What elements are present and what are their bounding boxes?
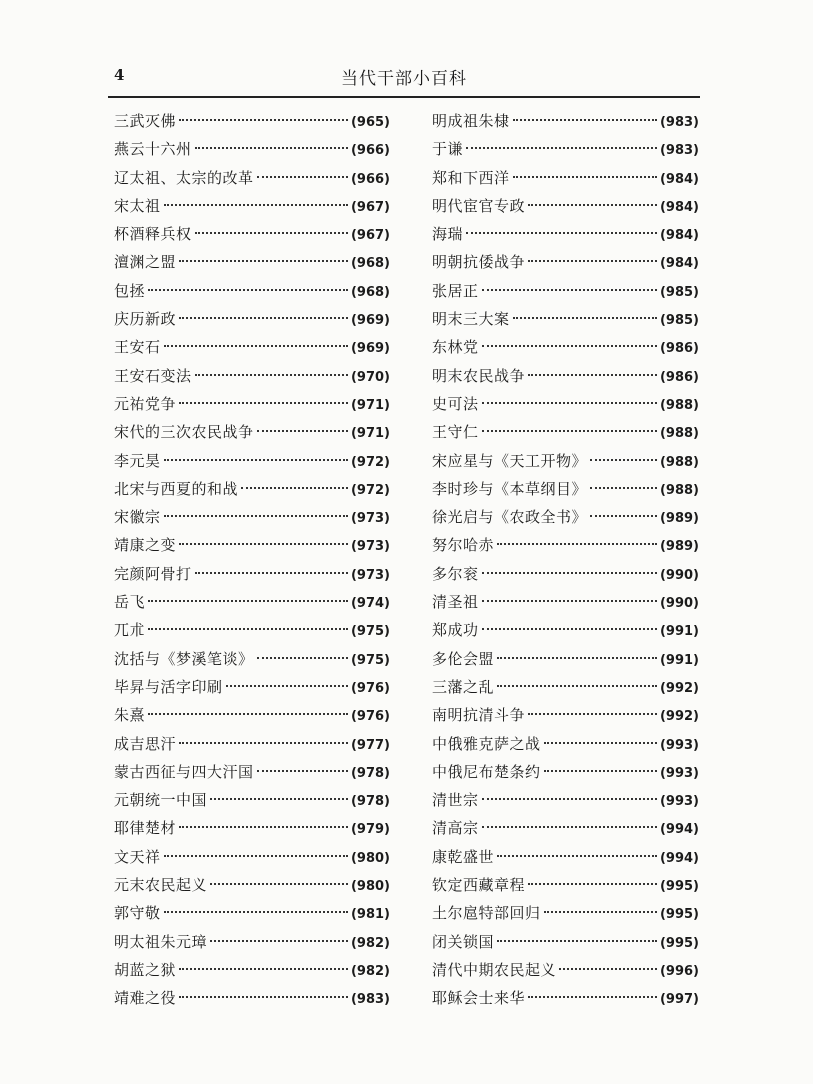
toc-entry	[432, 362, 699, 390]
toc-entry-title: 明末农民战争	[432, 366, 526, 385]
toc-entry	[432, 588, 699, 616]
toc-entry-title: 耶稣会士来华	[432, 989, 526, 1008]
toc-entry	[114, 305, 390, 333]
toc-entry	[114, 390, 390, 418]
dot-leader	[482, 600, 657, 602]
dot-leader	[241, 487, 348, 489]
toc-entry-page: (984)	[659, 228, 699, 244]
toc-entry-page: (979)	[350, 822, 390, 838]
dot-leader	[590, 515, 657, 517]
dot-leader	[226, 685, 348, 687]
toc-entry-page: (986)	[659, 369, 699, 385]
dot-leader	[497, 685, 657, 687]
dot-leader	[179, 260, 348, 262]
toc-entry-page: (980)	[350, 850, 390, 866]
toc-entry	[114, 928, 390, 956]
toc-entry-page: (994)	[659, 850, 699, 866]
toc-entry-page: (991)	[659, 624, 699, 640]
toc-entry-page: (995)	[659, 935, 699, 951]
toc-entry	[114, 418, 390, 446]
dot-leader	[148, 600, 348, 602]
toc-entry	[114, 220, 390, 248]
toc-entry-page: (984)	[659, 171, 699, 187]
toc-entry	[114, 786, 390, 814]
toc-entry	[432, 531, 699, 559]
toc-entry	[114, 164, 390, 192]
toc-entry-title: 王安石	[114, 338, 161, 357]
toc-entry	[114, 192, 390, 220]
toc-entry	[114, 560, 390, 588]
toc-entry	[114, 730, 390, 758]
toc-entry-page: (971)	[350, 426, 390, 442]
dot-leader	[482, 826, 657, 828]
toc-entry	[114, 984, 390, 1012]
toc-entry	[114, 503, 390, 531]
toc-entry-page: (992)	[659, 680, 699, 696]
dot-leader	[482, 628, 657, 630]
toc-entry-title: 成吉思汗	[114, 734, 177, 753]
dot-leader	[544, 911, 657, 913]
dot-leader	[482, 345, 657, 347]
toc-entry	[432, 560, 699, 588]
dot-leader	[164, 911, 348, 913]
toc-entry-page: (974)	[350, 596, 390, 612]
toc-entry	[114, 107, 390, 135]
dot-leader	[559, 968, 657, 970]
toc-entry-page: (970)	[350, 369, 390, 385]
toc-entry-page: (968)	[350, 256, 390, 272]
toc-entry-title: 三藩之乱	[432, 677, 495, 696]
toc-entry-title: 钦定西藏章程	[432, 876, 526, 895]
toc-entry-title: 于谦	[432, 140, 464, 159]
dot-leader	[179, 119, 348, 121]
toc-entry-page: (996)	[659, 963, 699, 979]
dot-leader	[482, 798, 657, 800]
dot-leader	[544, 770, 657, 772]
toc-entry-title: 中俄雅克萨之战	[432, 734, 541, 753]
page-header	[108, 60, 700, 98]
toc-entry-page: (973)	[350, 511, 390, 527]
toc-entry	[432, 390, 699, 418]
toc-entry	[432, 248, 699, 276]
toc-entry-title: 澶渊之盟	[114, 253, 177, 272]
toc-entry	[432, 871, 699, 899]
toc-entry-page: (967)	[350, 228, 390, 244]
toc-entry	[432, 277, 699, 305]
toc-entry	[432, 107, 699, 135]
dot-leader	[179, 742, 348, 744]
toc-entry-page: (988)	[659, 426, 699, 442]
toc-entry-page: (969)	[350, 313, 390, 329]
toc-entry-title: 兀朮	[114, 621, 146, 640]
toc-entry-title: 三武灭佛	[114, 112, 177, 130]
toc-entry	[432, 418, 699, 446]
toc-entry-page: (990)	[659, 596, 699, 612]
toc-entry	[114, 616, 390, 644]
running-title: 当代干部小百科	[341, 69, 467, 89]
toc-entry-page: (978)	[350, 765, 390, 781]
page-number: 4	[114, 66, 125, 84]
toc-entry-title: 多伦会盟	[432, 649, 495, 668]
toc-entry-title: 王安石变法	[114, 366, 192, 385]
toc-entry-title: 文天祥	[114, 847, 161, 866]
toc-column-right	[432, 107, 699, 1013]
toc-entry-title: 郭守敬	[114, 904, 161, 923]
toc-entry-title: 宋应星与《天工开物》	[432, 451, 588, 470]
toc-column-left	[114, 107, 390, 1013]
dot-leader	[179, 968, 348, 970]
toc-entry	[432, 135, 699, 163]
toc-entry-title: 毕昇与活字印刷	[114, 677, 223, 696]
dot-leader	[590, 459, 657, 461]
toc-entry	[114, 475, 390, 503]
toc-entry-page: (985)	[659, 284, 699, 300]
dot-leader	[528, 204, 657, 206]
dot-leader	[164, 515, 348, 517]
toc-entry-title: 靖难之役	[114, 989, 177, 1008]
toc-entry-page: (965)	[350, 115, 390, 130]
toc-entry-title: 徐光启与《农政全书》	[432, 508, 588, 527]
toc-entry-title: 蒙古西征与四大汗国	[114, 762, 254, 781]
toc-entry	[114, 277, 390, 305]
toc-entry-page: (968)	[350, 284, 390, 300]
toc-entry-page: (993)	[659, 737, 699, 753]
toc-entry-title: 史可法	[432, 394, 479, 413]
toc-entry	[432, 928, 699, 956]
dot-leader	[257, 770, 348, 772]
toc-entry-title: 南明抗清斗争	[432, 706, 526, 725]
toc-entry-page: (971)	[350, 397, 390, 413]
toc-entry	[114, 531, 390, 559]
toc-entry-title: 多尔衮	[432, 564, 479, 583]
toc-entry-title: 张居正	[432, 281, 479, 300]
toc-entry-title: 元末农民起义	[114, 876, 208, 895]
toc-entry	[432, 899, 699, 927]
dot-leader	[497, 855, 657, 857]
toc-entry	[114, 871, 390, 899]
toc-entry-page: (994)	[659, 822, 699, 838]
toc-entry-page: (969)	[350, 341, 390, 357]
toc-entry-title: 努尔哈赤	[432, 536, 495, 555]
dot-leader	[195, 572, 348, 574]
toc-entry-title: 清世宗	[432, 791, 479, 810]
toc-entry-page: (982)	[350, 935, 390, 951]
toc-entry	[114, 899, 390, 927]
toc-entry-title: 胡蓝之狱	[114, 960, 177, 979]
toc-entry-title: 沈括与《梦溪笔谈》	[114, 649, 254, 668]
toc-entry-title: 明成祖朱棣	[432, 112, 510, 130]
toc-entry-title: 郑和下西洋	[432, 168, 510, 187]
toc-entry-title: 闭关锁国	[432, 932, 495, 951]
dot-leader	[528, 713, 657, 715]
toc-entry	[114, 843, 390, 871]
dot-leader	[590, 487, 657, 489]
dot-leader	[482, 430, 657, 432]
toc-entry-page: (972)	[350, 482, 390, 498]
toc-entry	[432, 956, 699, 984]
toc-entry-page: (973)	[350, 539, 390, 555]
toc-entry-title: 燕云十六州	[114, 140, 192, 159]
dot-leader	[513, 176, 657, 178]
toc-entry	[432, 475, 699, 503]
toc-entry-title: 元朝统一中国	[114, 791, 208, 810]
toc-entry-page: (983)	[350, 992, 390, 1008]
dot-leader	[257, 657, 348, 659]
toc-entry-page: (985)	[659, 313, 699, 329]
dot-leader	[179, 996, 348, 998]
dot-leader	[528, 996, 657, 998]
toc-entry-title: 元祐党争	[114, 394, 177, 413]
toc-entry	[432, 730, 699, 758]
dot-leader	[497, 657, 657, 659]
dot-leader	[544, 742, 657, 744]
toc-entry-page: (976)	[350, 709, 390, 725]
dot-leader	[466, 147, 657, 149]
toc-entry-title: 康乾盛世	[432, 847, 495, 866]
dot-leader	[164, 459, 348, 461]
toc-entry-page: (993)	[659, 794, 699, 810]
dot-leader	[179, 317, 348, 319]
dot-leader	[513, 119, 657, 121]
toc-entry	[432, 333, 699, 361]
toc-entry-page: (975)	[350, 652, 390, 668]
toc-entry-title: 明朝抗倭战争	[432, 253, 526, 272]
toc-entry-page: (988)	[659, 482, 699, 498]
toc-entry-page: (997)	[659, 992, 699, 1008]
toc-entry-page: (992)	[659, 709, 699, 725]
toc-entry-title: 耶律楚材	[114, 819, 177, 838]
toc-entry-title: 庆历新政	[114, 310, 177, 329]
toc-entry-title: 朱熹	[114, 706, 146, 725]
dot-leader	[148, 289, 348, 291]
dot-leader	[210, 798, 348, 800]
toc-entry-title: 土尔扈特部回归	[432, 904, 541, 923]
toc-entry-page: (986)	[659, 341, 699, 357]
dot-leader	[257, 430, 348, 432]
dot-leader	[195, 147, 348, 149]
toc-entry	[432, 164, 699, 192]
toc-entry	[432, 447, 699, 475]
toc-entry-title: 包拯	[114, 281, 146, 300]
toc-entry	[114, 135, 390, 163]
toc-entry-title: 海瑞	[432, 225, 464, 244]
dot-leader	[195, 374, 348, 376]
dot-leader	[210, 883, 348, 885]
toc-entry-title: 中俄尼布楚条约	[432, 762, 541, 781]
toc-entry-title: 杯酒释兵权	[114, 225, 192, 244]
toc-entry-page: (977)	[350, 737, 390, 753]
toc-entry	[114, 701, 390, 729]
toc-entry	[432, 503, 699, 531]
toc-entry-page: (978)	[350, 794, 390, 810]
toc-entry-title: 靖康之变	[114, 536, 177, 555]
toc-entry-page: (995)	[659, 879, 699, 895]
toc-entry-page: (975)	[350, 624, 390, 640]
dot-leader	[179, 402, 348, 404]
toc-entry	[432, 843, 699, 871]
toc-entry-page: (995)	[659, 907, 699, 923]
toc-entry	[432, 758, 699, 786]
dot-leader	[528, 260, 657, 262]
toc-entry	[114, 333, 390, 361]
toc-entry	[432, 645, 699, 673]
dot-leader	[257, 176, 348, 178]
toc-entry	[432, 616, 699, 644]
toc-entry-title: 岳飞	[114, 593, 146, 612]
toc-entry-title: 李时珍与《本草纲目》	[432, 479, 588, 498]
dot-leader	[148, 628, 348, 630]
toc-entry	[114, 248, 390, 276]
toc-entry	[432, 786, 699, 814]
dot-leader	[179, 826, 348, 828]
toc-entry	[432, 220, 699, 248]
dot-leader	[195, 232, 348, 234]
toc-entry-title: 郑成功	[432, 621, 479, 640]
dot-leader	[482, 402, 657, 404]
dot-leader	[513, 317, 657, 319]
toc-entry-page: (984)	[659, 199, 699, 215]
toc-entry	[114, 447, 390, 475]
toc-entry	[114, 588, 390, 616]
dot-leader	[210, 940, 348, 942]
toc-entry-page: (988)	[659, 397, 699, 413]
toc-entry-title: 辽太祖、太宗的改革	[114, 168, 254, 187]
dot-leader	[148, 713, 348, 715]
toc-entry-title: 明太祖朱元璋	[114, 932, 208, 951]
toc-entry	[432, 192, 699, 220]
toc-entry	[114, 362, 390, 390]
toc-entry-page: (983)	[659, 143, 699, 159]
toc-entry-page: (976)	[350, 680, 390, 696]
toc-entry-page: (988)	[659, 454, 699, 470]
dot-leader	[528, 883, 657, 885]
dot-leader	[164, 855, 348, 857]
toc-entry-page: (967)	[350, 199, 390, 215]
dot-leader	[528, 374, 657, 376]
toc-entry-title: 宋徽宗	[114, 508, 161, 527]
toc-entry	[114, 645, 390, 673]
toc-entry-title: 清圣祖	[432, 593, 479, 612]
dot-leader	[482, 289, 657, 291]
toc-entry-page: (991)	[659, 652, 699, 668]
toc-entry-page: (966)	[350, 171, 390, 187]
toc-entry	[432, 814, 699, 842]
toc-entry-title: 李元昊	[114, 451, 161, 470]
toc-entry	[114, 758, 390, 786]
toc-entry-page: (989)	[659, 511, 699, 527]
toc-entry	[114, 956, 390, 984]
toc-entry-page: (989)	[659, 539, 699, 555]
dot-leader	[482, 572, 657, 574]
toc-entry-title: 清高宗	[432, 819, 479, 838]
toc-entry-page: (972)	[350, 454, 390, 470]
toc-entry-title: 宋太祖	[114, 196, 161, 215]
toc-entry-page: (981)	[350, 907, 390, 923]
toc-entry-title: 明末三大案	[432, 310, 510, 329]
dot-leader	[497, 543, 657, 545]
toc-entry-title: 清代中期农民起义	[432, 960, 557, 979]
dot-leader	[164, 345, 348, 347]
toc-entry	[432, 673, 699, 701]
toc-entry-page: (993)	[659, 765, 699, 781]
dot-leader	[179, 543, 348, 545]
toc-entry-page: (984)	[659, 256, 699, 272]
toc-entry-page: (983)	[659, 115, 699, 130]
dot-leader	[164, 204, 348, 206]
toc-entry	[114, 673, 390, 701]
toc-entry	[114, 814, 390, 842]
toc-entry	[432, 701, 699, 729]
toc-entry-page: (982)	[350, 963, 390, 979]
toc-entry-title: 北宋与西夏的和战	[114, 479, 239, 498]
toc-entry-page: (973)	[350, 567, 390, 583]
dot-leader	[497, 940, 657, 942]
toc-entry-title: 完颜阿骨打	[114, 564, 192, 583]
toc-entry-title: 宋代的三次农民战争	[114, 423, 254, 442]
header-rule	[108, 96, 700, 98]
toc-entry-title: 明代宦官专政	[432, 196, 526, 215]
toc-entry-page: (966)	[350, 143, 390, 159]
toc-entry-page: (990)	[659, 567, 699, 583]
dot-leader	[466, 232, 657, 234]
toc-entry-title: 东林党	[432, 338, 479, 357]
toc-entry-page: (980)	[350, 879, 390, 895]
toc-entry	[432, 305, 699, 333]
toc-entry-title: 王守仁	[432, 423, 479, 442]
toc-entry	[432, 984, 699, 1012]
